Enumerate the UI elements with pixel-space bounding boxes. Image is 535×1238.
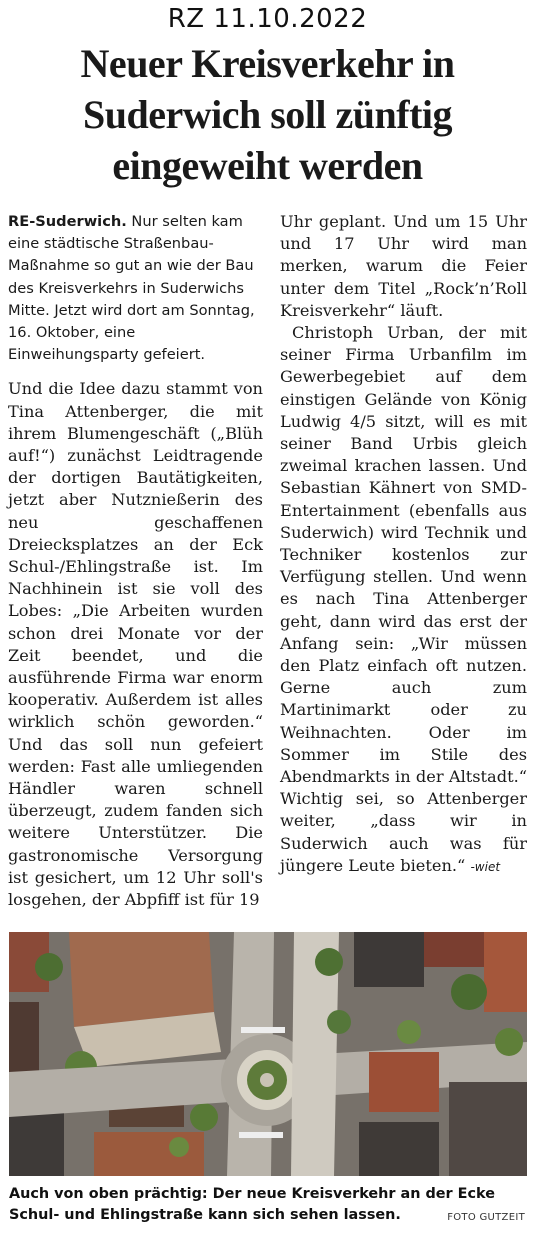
author-signature: -wiet — [470, 859, 501, 874]
lead-paragraph — [8, 211, 263, 366]
photo-caption: Auch von oben prächtig: Der neue Kreisverkehr an der Ecke Schul- und Ehlingstraße kann sich sehen lassen. — [9, 1186, 495, 1223]
body-paragraph-1-continued: Uhr geplant. Und um 15 Uhr und 17 Uhr wird man merken, warum die Feier unter dem Titel „Rock’n’Roll Kreisverkehr“ läuft. — [280, 212, 527, 320]
lead-text: Nur selten kam eine städtische Straßenbau-Maßnahme so gut an wie der Bau des Kreisverkehrs in Suderwichs Mitte. Jetzt wird dort am Sonntag, 16. Oktober, eine Einweihungsparty gefeiert. — [8, 213, 255, 364]
headline: Neuer Kreisverkehr in Suderwich soll zünftig eingeweiht werden — [80, 41, 455, 188]
date-stamp: RZ 11.10.2022 — [167, 4, 368, 34]
body-paragraph-1: Und die Idee dazu stammt von Tina Attenberger, die mit ihrem Blumengeschäft („Blüh auf!“) zunächst Leidtragende der dortigen Bautätigkeiten, jetzt aber Nutznießerin des neu geschaffenen Dreiecksplatzes an der Eck Schul-/Ehlingstraße ist. Im Nachhinein ist sie voll des Lobes: „Die Arbeiten wurden schon drei Monate vor der Zeit beendet, und die ausführende Firma war enorm kooperativ. Außerdem ist alles wirklich schön geworden.“ Und das soll nun gefeiert werden: Fast alle umliegenden Händler waren schnell überzeugt, zudem fanden sich weitere Unterstützer. Die gastronomische Versorgung ist gesichert, um 12 Uhr soll's losgehen, der Abpfiff ist für 19 — [8, 379, 263, 910]
body-paragraph-2-text: Christoph Urban, der mit seiner Firma Urbanfilm im Gewerbegebiet auf dem einstigen Gelände von König Ludwig 4/5 sitzt, will es mit seiner Band Urbis gleich zweimal krachen lassen. Und Sebastian Kähnert von SMD-Entertainment (ebenfalls aus Suderwich) wird Technik und Techniker kostenlos zur Verfügung stellen. Und wenn es nach Tina Attenberger geht, dann wird das erst der Anfang sein: „Wir müssen den Platz einfach oft nutzen. Gerne auch zum Martinimarkt oder zu Weihnachten. Oder im Sommer im Stile des Abendmarkts in der Altstadt.“ Wichtig sei, so Attenberger weiter, „dass wir in Suderwich auch was für jüngere Leute bieten.“ — [280, 323, 527, 875]
dateline: RE-Suderwich. — [8, 213, 127, 230]
photo-credit: FOTO GUTZEIT — [447, 1212, 525, 1223]
body-paragraph-2 — [280, 322, 527, 878]
article-column-1 — [8, 211, 263, 911]
article-column-2 — [280, 211, 527, 878]
roundabout-aerial-photo — [9, 932, 527, 1176]
